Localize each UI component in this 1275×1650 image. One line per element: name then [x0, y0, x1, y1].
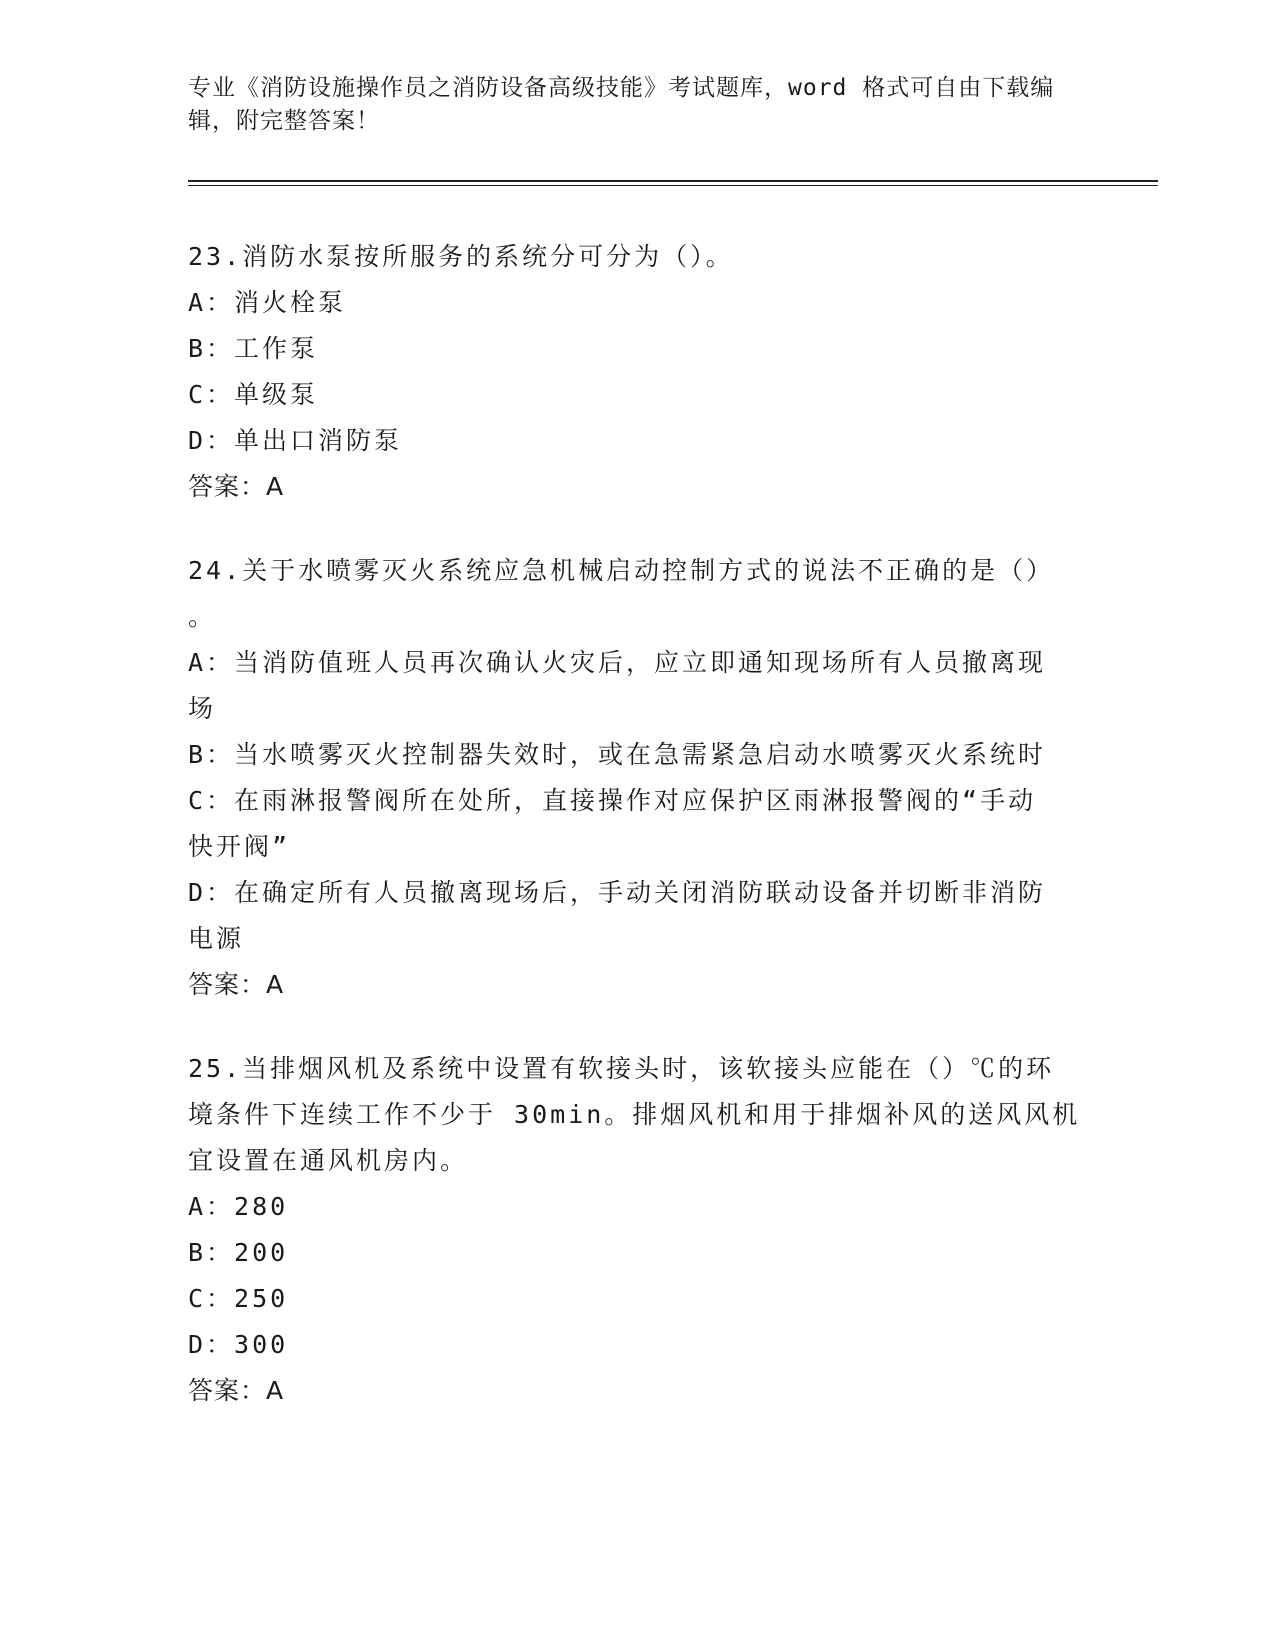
option-a: A：280	[188, 1192, 289, 1221]
question-stem: 24.关于水喷雾灭火系统应急机械启动控制方式的说法不正确的是（）	[188, 556, 1055, 585]
answer: 答案：A	[188, 1376, 285, 1405]
answer: 答案：A	[188, 970, 285, 999]
question-stem: 25.当排烟风机及系统中设置有软接头时，该软接头应能在（）℃的环	[188, 1054, 1055, 1083]
question-stem-cont: 宜设置在通风机房内。	[188, 1146, 469, 1175]
option-d: D：单出口消防泵	[188, 426, 403, 455]
header-divider	[188, 180, 1158, 182]
option-a: A：消火栓泵	[188, 288, 347, 317]
question-23	[188, 234, 1088, 510]
option-a-cont: 场	[188, 694, 217, 723]
question-25	[188, 1046, 1088, 1414]
question-stem-cont: 境条件下连续工作不少于 30min。排烟风机和用于排烟补风的送风风机	[188, 1100, 1081, 1129]
question-stem: 23.消防水泵按所服务的系统分可分为（）。	[188, 242, 734, 271]
option-b: B：当水喷雾灭火控制器失效时，或在急需紧急启动水喷雾灭火系统时	[188, 740, 1047, 769]
header-line-1: 专业《消防设施操作员之消防设备高级技能》考试题库，word 格式可自由下载编	[188, 75, 1055, 101]
option-d: D：300	[188, 1330, 289, 1359]
header-divider-thin	[188, 185, 1158, 186]
option-c: C：在雨淋报警阀所在处所，直接操作对应保护区雨淋报警阀的“手动	[188, 786, 1037, 815]
question-stem-cont: 。	[188, 602, 217, 631]
option-d: D：在确定所有人员撤离现场后，手动关闭消防联动设备并切断非消防	[188, 878, 1047, 907]
option-b: B：200	[188, 1238, 289, 1267]
question-list	[188, 234, 1088, 1452]
option-b: B：工作泵	[188, 334, 319, 363]
header-line-2: 辑，附完整答案！	[188, 108, 380, 134]
answer: 答案：A	[188, 472, 285, 501]
option-c: C：250	[188, 1284, 289, 1313]
option-c: C：单级泵	[188, 380, 319, 409]
question-24	[188, 548, 1088, 1008]
option-d-cont: 电源	[188, 924, 245, 953]
option-c-cont: 快开阀”	[188, 832, 291, 861]
option-a: A：当消防值班人员再次确认火灾后，应立即通知现场所有人员撤离现	[188, 648, 1047, 677]
document-header	[188, 72, 1068, 138]
